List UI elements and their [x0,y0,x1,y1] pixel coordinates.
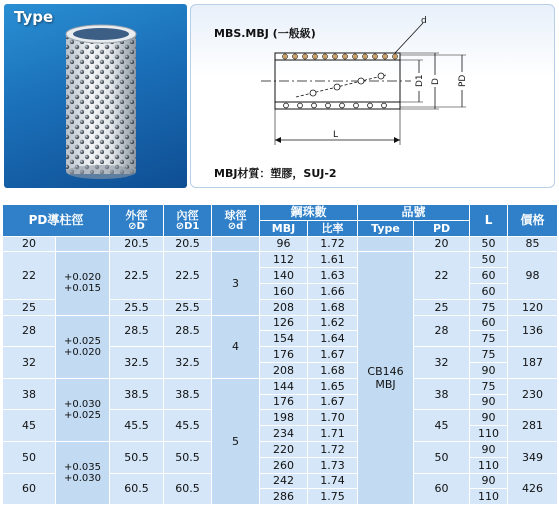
cell-inner-dia: 22.5 [164,252,212,299]
table-row [3,252,558,268]
cell-ratio: 1.62 [308,315,358,331]
cell-ratio: 1.73 [308,457,358,473]
cell-ratio: 1.68 [308,362,358,378]
header-part-no: 品號 [358,205,470,221]
cell-ratio: 1.66 [308,283,358,299]
dim-pd-label: PD [458,74,468,87]
cell-mbj: 286 [260,489,308,505]
dim-d-label: d [421,16,427,26]
cell-ratio: 1.75 [308,489,358,505]
cell-inner-dia: 25.5 [164,299,212,315]
table-row [3,378,558,394]
cell-pd: 25 [3,299,56,315]
cell-outer-dia: 45.5 [110,410,164,442]
cell-pd: 28 [3,315,56,347]
header-outer-dia [110,205,164,237]
cell-l: 110 [470,457,508,473]
cell-pd-code: 28 [414,315,470,347]
cell-pd-code: 50 [414,441,470,473]
cell-l: 50 [470,236,508,252]
header-ball-count: 鋼珠數 [260,205,358,221]
cell-l: 90 [470,394,508,410]
cell-ball-dia: 5 [212,378,260,504]
cell-mbj: 112 [260,252,308,268]
dim-big-d-label: D [431,78,441,85]
cell-mbj: 96 [260,236,308,252]
cell-price: 85 [508,236,558,252]
cell-mbj: 176 [260,347,308,363]
cell-ball-empty [212,236,260,252]
cell-ball-dia: 3 [212,252,260,315]
cell-ratio: 1.65 [308,378,358,394]
cell-pd-code: 45 [414,410,470,442]
cell-ratio: 1.67 [308,347,358,363]
cell-mbj: 198 [260,410,308,426]
table-row [3,441,558,457]
cell-inner-dia: 28.5 [164,315,212,347]
cell-mbj: 144 [260,378,308,394]
cell-pd: 22 [3,252,56,299]
cell-l: 60 [470,283,508,299]
cell-l: 75 [470,331,508,347]
cell-outer-dia: 60.5 [110,473,164,505]
header-inner-dia [164,205,212,237]
header-ball-dia-symbol: ⊘d [227,220,244,232]
cell-pd-code: 38 [414,378,470,410]
cell-pd: 32 [3,347,56,379]
cell-pd-code: 20 [414,236,470,252]
header-ball-dia-label: 球徑 [224,208,247,222]
cell-l: 60 [470,268,508,284]
cell-tolerance: +0.020 +0.015 [56,252,110,315]
cell-inner-dia: 20.5 [164,236,212,252]
cell-ratio: 1.70 [308,410,358,426]
spec-table [2,204,558,505]
cell-tolerance: +0.030 +0.025 [56,378,110,441]
cell-l: 90 [470,362,508,378]
cell-l: 50 [470,252,508,268]
cell-l: 110 [470,426,508,442]
cell-mbj: 126 [260,315,308,331]
cell-mbj: 220 [260,441,308,457]
cell-pd-code: 32 [414,347,470,379]
cell-outer-dia: 50.5 [110,441,164,473]
header-pd-guide: PD導柱徑 [3,205,110,237]
dim-d1-label: D1 [415,74,425,87]
header-ball-dia [212,205,260,237]
cell-ratio: 1.63 [308,268,358,284]
dimension-diagram [190,4,555,188]
cell-mbj: 154 [260,331,308,347]
cell-ratio: 1.61 [308,252,358,268]
cell-outer-dia: 32.5 [110,347,164,379]
cell-tolerance: +0.035 +0.030 [56,441,110,504]
header-inner-dia-symbol: ⊘D1 [175,220,200,232]
cell-ratio: 1.71 [308,426,358,442]
cell-mbj: 140 [260,268,308,284]
cell-l: 110 [470,489,508,505]
cell-ball-dia: 4 [212,315,260,378]
cage-drawing [191,5,556,189]
cell-ratio: 1.72 [308,441,358,457]
dim-l-label: L [333,130,339,140]
cell-mbj: 260 [260,457,308,473]
cell-pd: 38 [3,378,56,410]
type-label: Type [14,8,54,26]
cell-l: 75 [470,347,508,363]
cell-pd: 45 [3,410,56,442]
material-note: MBJ材質：塑膠，SUJ-2 [214,167,337,180]
cell-pd-code: 60 [414,473,470,505]
cell-price: 426 [508,473,558,505]
cell-pd: 50 [3,441,56,473]
cell-inner-dia: 32.5 [164,347,212,379]
ball-cage-image [4,4,187,188]
cell-type: CB146 MBJ [358,252,414,505]
cell-mbj: 208 [260,299,308,315]
cell-outer-dia: 25.5 [110,299,164,315]
cell-tolerance-empty [56,236,110,252]
cell-type-empty [358,236,414,252]
cell-inner-dia: 60.5 [164,473,212,505]
header-pd: PD [414,220,470,236]
cell-mbj: 242 [260,473,308,489]
header-mbj: MBJ [260,220,308,236]
header-l: L [470,205,508,237]
table-row [3,236,558,252]
cell-l: 60 [470,315,508,331]
product-photo [4,4,187,188]
cell-mbj: 208 [260,362,308,378]
cell-pd: 60 [3,473,56,505]
cell-l: 90 [470,441,508,457]
cell-ratio: 1.72 [308,236,358,252]
cell-l: 90 [470,473,508,489]
cell-ratio: 1.67 [308,394,358,410]
cell-mbj: 234 [260,426,308,442]
cell-price: 349 [508,441,558,473]
header-price: 價格 [508,205,558,237]
cell-pd-code: 25 [414,299,470,315]
header-ratio: 比率 [308,220,358,236]
cell-pd-code: 22 [414,252,470,299]
header-inner-dia-label: 內徑 [176,208,199,222]
cell-ratio: 1.64 [308,331,358,347]
cell-mbj: 176 [260,394,308,410]
cell-price: 136 [508,315,558,347]
header-outer-dia-symbol: ⊘D [128,220,145,232]
cell-inner-dia: 50.5 [164,441,212,473]
cell-l: 90 [470,410,508,426]
cell-price: 187 [508,347,558,379]
table-row [3,315,558,331]
cell-price: 120 [508,299,558,315]
cell-inner-dia: 38.5 [164,378,212,410]
cell-price: 281 [508,410,558,442]
cell-pd: 20 [3,236,56,252]
cell-outer-dia: 22.5 [110,252,164,299]
cell-l: 75 [470,299,508,315]
cell-outer-dia: 20.5 [110,236,164,252]
header-type: Type [358,220,414,236]
cell-price: 230 [508,378,558,410]
cell-price: 98 [508,252,558,299]
cell-ratio: 1.68 [308,299,358,315]
cell-outer-dia: 38.5 [110,378,164,410]
cell-ratio: 1.74 [308,473,358,489]
cell-outer-dia: 28.5 [110,315,164,347]
cell-l: 75 [470,378,508,394]
header-outer-dia-label: 外徑 [125,208,148,222]
cell-inner-dia: 45.5 [164,410,212,442]
cell-mbj: 160 [260,283,308,299]
diagram-title: MBS.MBJ (一般級) [214,27,316,40]
cell-tolerance: +0.025 +0.020 [56,315,110,378]
